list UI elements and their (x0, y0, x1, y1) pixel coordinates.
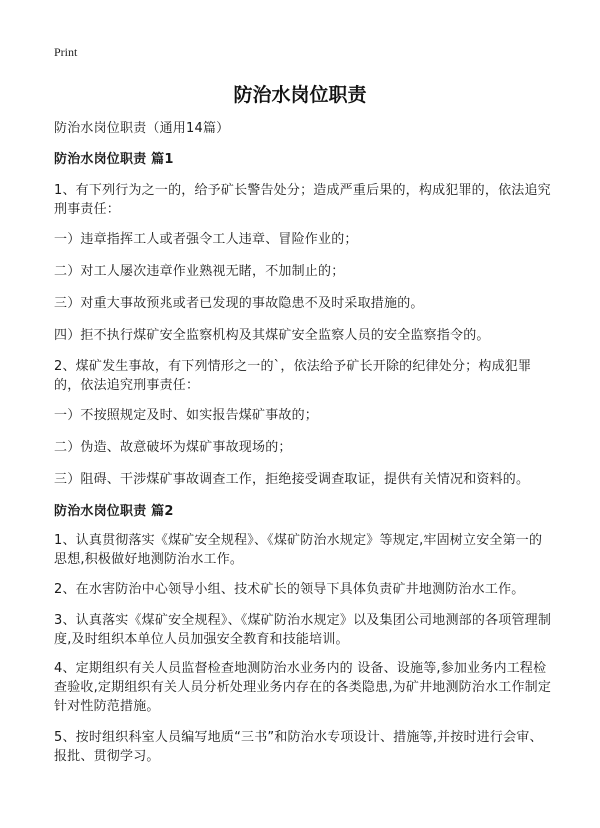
paragraph: 三）阻碍、干涉煤矿事故调查工作，拒绝接受调查取证，提供有关情况和资料的。 (54, 472, 530, 487)
document-subtitle: 防治水岗位职责（通用14篇） (54, 121, 230, 136)
paragraph: 1、有下列行为之一的，给予矿长警告处分；造成严重后果的，构成犯罪的，依法追究刑事责任： (54, 183, 551, 217)
paragraph: 一）违章指挥工人或者强令工人违章、冒险作业的； (54, 232, 358, 247)
paragraph: 5、按时组织科室人员编写地质“三书”和防治水专项设计、措施等,并按时进行会审、报批、贯彻学习。 (54, 730, 543, 764)
paragraph: 二）对工人屡次违章作业熟视无睹，不加制止的； (54, 264, 345, 279)
paragraph: 1、认真贯彻落实《煤矿安全规程》、《煤矿防治水规定》等规定,牢固树立安全第一的思想,积极做好地测防治水工作。 (54, 533, 543, 567)
paragraph: 一）不按照规定及时、如实报告煤矿事故的； (54, 408, 319, 423)
paragraph: 二）伪造、故意破坏为煤矿事故现场的； (54, 440, 292, 455)
paragraph: 四）拒不执行煤矿安全监察机构及其煤矿安全监察人员的安全监察指令的。 (54, 328, 490, 343)
paragraph: 2、煤矿发生事故，有下列情形之一的`，依法给予矿长开除的纪律处分；构成犯罪的，依法追究刑事责任： (54, 359, 532, 393)
section-heading-1: 防治水岗位职责 篇1 (54, 152, 174, 167)
paragraph: 4、定期组织有关人员监督检查地测防治水业务内的 设备、设施等,参加业务内工程检查验收,定期组织有关人员分析处理业务内存在的各类隐患,为矿井地测防治水工作制定针对性防范措施。 (54, 661, 552, 714)
document-title: 防治水岗位职责 (233, 84, 367, 106)
paragraph: 2、在水害防治中心领导小组、技术矿长的领导下具体负责矿井地测防治水工作。 (54, 582, 525, 597)
paragraph: 3、认真落实《煤矿安全规程》、《煤矿防治水规定》以及集团公司地测部的各项管理制度,及时组织本单位人员加强安全教育和技能培训。 (54, 613, 552, 647)
print-label[interactable]: Print (54, 45, 78, 59)
section-heading-2: 防治水岗位职责 篇2 (54, 504, 174, 519)
paragraph: 三）对重大事故预兆或者已发现的事故隐患不及时采取措施的。 (54, 296, 424, 311)
